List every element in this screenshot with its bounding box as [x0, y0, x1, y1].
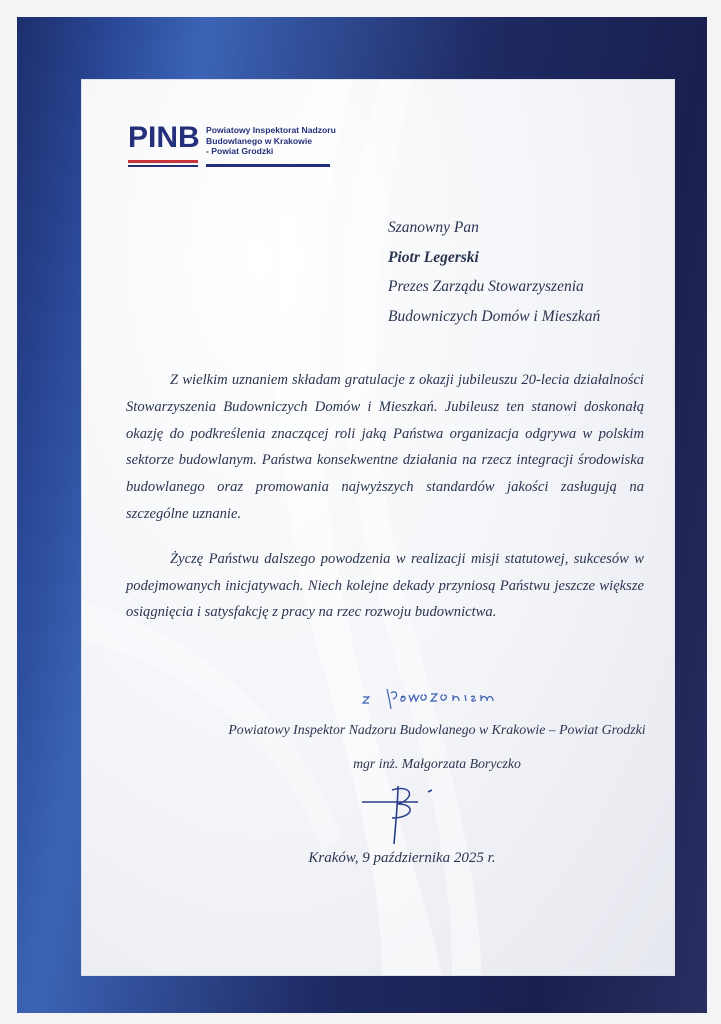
handwritten-signature	[358, 780, 448, 850]
signatory-block	[202, 713, 672, 781]
decorative-frame	[17, 17, 707, 1013]
pinb-logo	[128, 120, 348, 172]
letter-body	[126, 367, 644, 644]
logo-red-stripe	[128, 160, 198, 163]
logo-line-3: - Powiat Grodzki	[206, 146, 274, 156]
logo-letters: PINB	[128, 121, 200, 154]
addressee-position-2: Budowniczych Domów i Mieszkań	[388, 307, 601, 325]
handwritten-closing	[357, 683, 507, 711]
signatory-title: Powiatowy Inspektor Nadzoru Budowlanego w Krakowie – Powiat Grodzki	[228, 722, 646, 737]
addressee-name: Piotr Legerski	[388, 248, 479, 266]
body-paragraph-2: Życzę Państwu dalszego powodzenia w realizacji misji statutowej, sukcesów w podejmowanych inicjatywach. Niech kolejne dekady przyniosą Państwu jeszcze większe osiągnięcia i satysfakcję z pracy na rzec rozwoju budownictwa.	[126, 550, 644, 621]
salutation: Szanowny Pan	[388, 219, 479, 236]
addressee-block	[388, 213, 668, 331]
addressee-position-1: Prezes Zarządu Stowarzyszenia	[388, 278, 584, 295]
logo-institution-name	[206, 125, 356, 157]
letter-sheet	[81, 79, 675, 976]
place-and-date: Kraków, 9 października 2025 r.	[308, 850, 496, 866]
body-paragraph-1: Z wielkim uznaniem składam gratulacje z okazji jubileuszu 20-lecia działalności Stowarzyszenia Budowniczych Domów i Mieszkań. Jubileusz ten stanowi doskonałą okazję do podkreślenia znaczącej roli jaką Państwa organizacja odgrywa w polskim sektorze budowlanym. Państwa konsekwentne działania na rzecz integracji środowiska budowlanego oraz promowania najwyższych standardów jakości zasługują na szczególne uznanie.	[126, 372, 644, 522]
logo-line-2: Budowlanego w Krakowie	[206, 135, 313, 146]
logo-underline	[206, 164, 330, 167]
logo-blue-stripe	[128, 165, 198, 167]
logo-line-1: Powiatowy Inspektorat Nadzoru	[206, 125, 336, 135]
signatory-name: mgr inż. Małgorzata Boryczko	[353, 756, 521, 771]
